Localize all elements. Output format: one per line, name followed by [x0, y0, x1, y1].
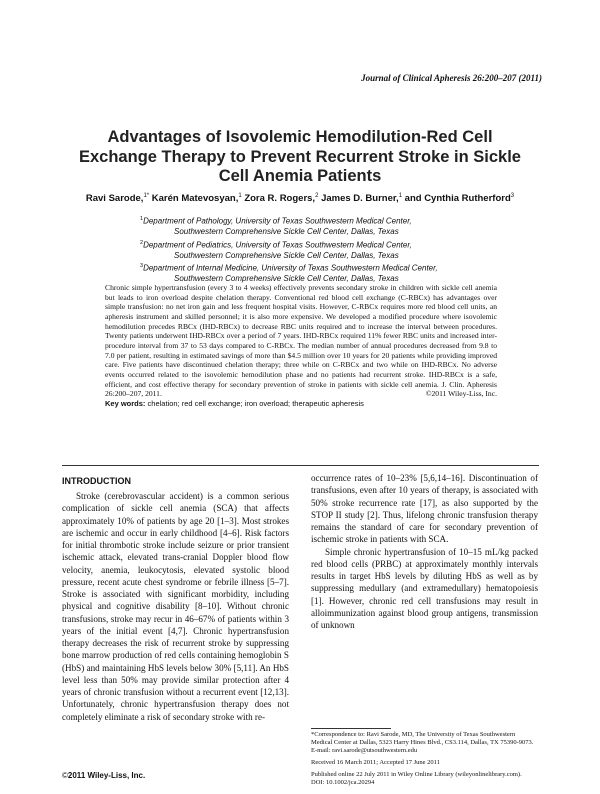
author-name: Ravi Sarode, [85, 193, 144, 205]
abstract-text: Chronic simple hypertransfusion (every 3 to 4 weeks) effectively prevents secondary stroke in children with sickle cell anemia but leads to iron overload despite chelation therapy. Conventional red blood cell exchange (C-RBCx) has advantages over simple transfusion: no net iron gain and less frequent hospital visits. However, C-RBCx requires more red blood cell units, an apheresis instrument and skilled personnel; it is also more expensive. We developed a modified procedure where isovolemic hemodilution precedes RBCx (IHD-RBCx) to decrease RBC units required and to increase the interval between procedures. Twenty patients underwent IHD-RBCx over a period of 7 years. IHD-RBCx required 11% fewer RBC units and increased inter-procedure interval from 37 to 53 days compared to C-RBCx. The median number of annual procedures decreased from 9.8 to 7.0 per patient, resulting in estimated savings of more than $4.5 million over 10 years for 20 patients while providing improved care. Five patients have discontinued chelation therapy; three while on C-RBCx and two while on IHD-RBCx. No adverse events occurred related to the isovolemic hemodilution phase and no patients had recurrent stroke. IHD-RBCx is a safe, efficient, and cost effective therapy for secondary prevention of stroke in patients with sickle cell anemia. J. Clin. Apheresis 26:200–207, 2011. [105, 283, 497, 399]
author-affiliation-mark: 1 [238, 193, 242, 199]
affiliation [140, 238, 500, 262]
body-paragraph: Simple chronic hypertransfusion of 10–15 mL/kg packed red blood cells (PRBC) at approximately monthly intervals results in target HbS levels by diluting HbS as well as by suppressing medullary (and extramedullary) hematopoiesis [1]. However, chronic red cell transfusions may result in alloimmunization against blood group antigens, transmission of unknown [311, 546, 538, 630]
author-name: James D. Burner, [321, 193, 399, 205]
email-note: E-mail: ravi.sarode@utsouthwestern.edu [311, 747, 418, 754]
journal-citation: Journal of Clinical Apheresis 26:200–207 (2011) [361, 73, 542, 83]
author-affiliation-mark: 2 [315, 193, 319, 199]
doi-note: DOI: 10.1002/jca.20294 [311, 779, 375, 786]
affiliation-line: Southwestern Comprehensive Sickle Cell Center, Dallas, Texas [174, 250, 399, 260]
published-note: Published online 22 July 2011 in Wiley Online Library (wileyonlinelibrary.com). [311, 771, 522, 778]
affiliation-line: Department of Pathology, University of Texas Southwestern Medical Center, [143, 216, 412, 226]
footnotes [311, 731, 538, 787]
section-heading: INTRODUCTION [62, 476, 131, 486]
author-list [60, 193, 540, 204]
author-name: Zora R. Rogers, [244, 193, 316, 205]
author-affiliation-mark: 1 [398, 193, 403, 199]
footnote-divider [311, 728, 391, 729]
keywords [105, 399, 497, 408]
affiliation-line: Southwestern Comprehensive Sickle Cell Center, Dallas, Texas [174, 227, 399, 237]
affiliation-line: Department of Internal Medicine, University of Texas Southwestern Medical Center, [143, 263, 438, 273]
affiliation-mark: 1 [140, 216, 144, 222]
affiliation [140, 214, 500, 238]
body-column-left: Stroke (cerebrovascular accident) is a common serious complication of sickle cell anemia (SCA) that affects approximately 10% of patients by age 20 [1–3]. Most strokes are ischemic and occur in early childhood [4–6]. Risk factors for initial thrombotic stroke include seizure or prior transient ischemic attack, elevated trans-cranial Doppler blood flow velocity, anemia, leukocytosis, elevated systolic blood pressure, recent acute chest syndrome or febrile illness [5–7]. Stroke is associated with significant morbidity, including physical and cognitive disability [8–10]. Without chronic transfusions, stroke may recur in 46–67% of patients within 3 years of the initial event [4,7]. Chronic hypertransfusion therapy decreases the risk of recurrent stroke by suppressing bone marrow production of red cells containing hemoglobin S (HbS) and maintaining HbS levels below 30% [5,11]. An HbS level less than 50% may provide similar protection after 4 years of chronic transfusion without a recurrent event [12,13]. Unfortunately, chronic hypertransfusion therapy does not completely eliminate a risk of secondary stroke with re- [62, 491, 289, 722]
affiliation [140, 261, 500, 285]
copyright-symbol: © [62, 771, 68, 780]
copyright-text: 2011 Wiley-Liss, Inc. [67, 771, 146, 780]
page-copyright [62, 771, 145, 780]
affiliation-line: Department of Pediatrics, University of Texas Southwestern Medical Center, [143, 240, 412, 250]
author-name: and Cynthia Rutherford [404, 193, 511, 205]
affiliation-list [140, 214, 500, 285]
body-column-right [311, 472, 538, 631]
correspondence-note: *Correspondence to: Ravi Sarode, MD, The University of Texas Southwestern Medical Center at Dallas, 5323 Harry Hines Blvd., CS3.114, Dallas, TX 75390-9073. [311, 731, 534, 746]
abstract [105, 283, 497, 399]
affiliation-mark: 3 [140, 263, 144, 270]
author-affiliation-mark: 3 [510, 193, 515, 199]
body-paragraph: occurrence rates of 10–23% [5,6,14–16]. Discontinuation of transfusions, even after 10 years of therapy, is associated with 50% stroke recurrence rate [17], as also supported by the STOP II study [2]. Thus, lifelong chronic transfusion therapy remains the standard of care for secondary prevention of ischemic stroke in patients with SCA. [311, 473, 538, 545]
abstract-copyright: ©2011 Wiley-Liss, Inc. [425, 389, 497, 399]
affiliation-mark: 2 [140, 239, 144, 246]
keywords-label: Key words: [105, 399, 146, 408]
author-affiliation-mark: 1* [143, 193, 150, 199]
keywords-text: chelation; red cell exchange; iron overload; therapeutic apheresis [147, 399, 364, 408]
section-divider [62, 465, 539, 466]
author-name: Karén Matevosyan, [151, 193, 239, 205]
affiliation-line: Southwestern Comprehensive Sickle Cell Center, Dallas, Texas [174, 274, 399, 284]
received-note: Received 16 March 2011; Accepted 17 June 2011 [311, 759, 440, 766]
article-title: Advantages of Isovolemic Hemodilution-Red Cell Exchange Therapy to Prevent Recurrent Stroke in Sickle Cell Anemia Patients [79, 128, 521, 185]
